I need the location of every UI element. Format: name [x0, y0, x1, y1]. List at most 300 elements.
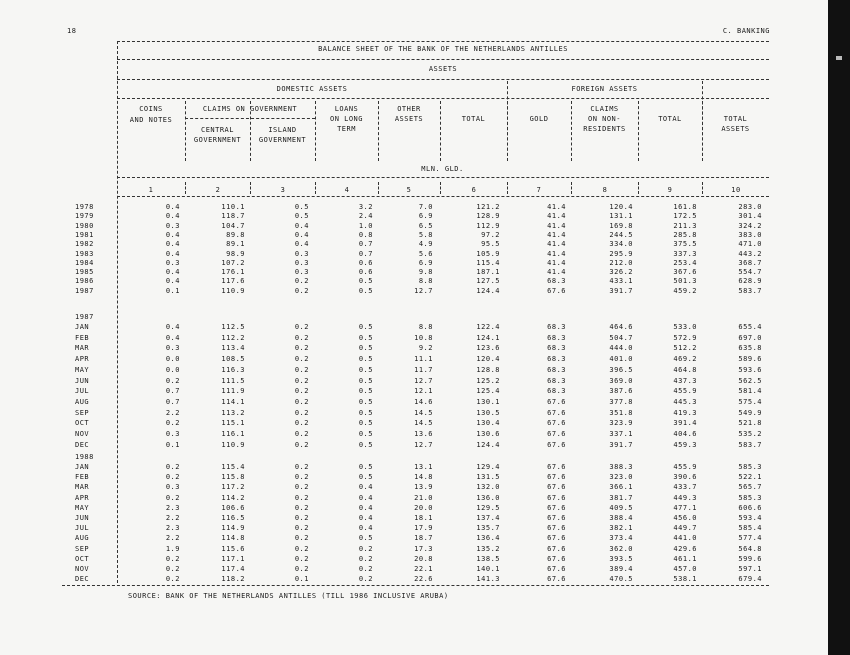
table-cell: 67.6 — [547, 419, 566, 428]
table-cell: 68.3 — [547, 344, 566, 353]
table-cell: 67.6 — [547, 493, 566, 502]
column-divider — [315, 182, 316, 194]
col-loans-header: LOANS — [334, 105, 359, 113]
table-cell: 2.3 — [165, 524, 180, 533]
table-cell: 110.9 — [221, 440, 245, 449]
table-cell: 572.9 — [673, 333, 697, 342]
table-cell: 581.4 — [738, 387, 762, 396]
table-cell: 14.8 — [414, 473, 433, 482]
table-cell: 471.0 — [738, 240, 762, 249]
source-note: SOURCE: BANK OF THE NETHERLANDS ANTILLES (TILL 1986 INCLUSIVE ARUBA) — [128, 592, 449, 600]
table-cell: 301.4 — [738, 212, 762, 221]
page-number: 18 — [67, 27, 77, 35]
table-cell: 106.6 — [221, 503, 245, 512]
row-label: SEP — [75, 544, 90, 553]
table-cell: 41.4 — [547, 249, 566, 258]
table-cell: 0.1 — [165, 440, 180, 449]
table-cell: 22.1 — [414, 565, 433, 573]
table-cell: 0.3 — [165, 344, 180, 353]
table-cell: 0.2 — [165, 554, 180, 563]
table-cell: 123.6 — [476, 344, 500, 353]
table-cell: 116.5 — [221, 514, 245, 522]
section-title: C. BANKING — [722, 27, 770, 35]
table-cell: 326.2 — [609, 268, 633, 277]
table-cell: 599.6 — [738, 554, 762, 563]
table-cell: 295.9 — [609, 249, 633, 258]
table-cell: 0.5 — [358, 277, 373, 286]
table-cell: 585.3 — [738, 463, 762, 471]
col-island-header: GOVERNMENT — [258, 136, 307, 144]
table-cell: 0.2 — [294, 440, 309, 449]
table-cell: 130.1 — [476, 397, 500, 406]
table-cell: 0.4 — [358, 514, 373, 522]
table-cell: 212.0 — [609, 258, 633, 267]
row-label: 1982 — [75, 240, 94, 249]
table-cell: 67.6 — [547, 440, 566, 449]
table-cell: 0.3 — [294, 258, 309, 267]
table-cell: 114.1 — [221, 397, 245, 406]
table-cell: 8.8 — [418, 277, 433, 286]
table-cell: 679.4 — [738, 575, 762, 584]
table-cell: 366.1 — [609, 483, 633, 492]
column-divider — [117, 41, 118, 583]
table-cell: 12.7 — [414, 286, 433, 295]
col-gold-header: GOLD — [529, 115, 549, 123]
table-cell: 0.4 — [165, 240, 180, 249]
table-cell: 362.0 — [609, 544, 633, 553]
table-cell: 125.4 — [476, 387, 500, 396]
table-cell: 124.4 — [476, 440, 500, 449]
table-cell: 0.4 — [294, 230, 309, 239]
table-cell: 0.7 — [165, 397, 180, 406]
table-cell: 121.2 — [476, 203, 500, 211]
table-cell: 135.7 — [476, 524, 500, 533]
table-cell: 0.5 — [358, 419, 373, 428]
table-cell: 0.2 — [294, 286, 309, 295]
table-cell: 0.2 — [294, 493, 309, 502]
table-cell: 337.1 — [609, 430, 633, 438]
table-cell: 0.7 — [165, 387, 180, 396]
table-cell: 104.7 — [221, 221, 245, 230]
table-cell: 0.3 — [165, 483, 180, 492]
row-label: NOV — [75, 430, 90, 438]
table-cell: 95.5 — [481, 240, 500, 249]
table-cell: 115.4 — [221, 463, 245, 471]
domestic-assets-header: DOMESTIC ASSETS — [276, 85, 348, 93]
table-cell: 116.3 — [221, 365, 245, 374]
table-cell: 130.5 — [476, 408, 500, 417]
table-cell: 9.2 — [418, 344, 433, 353]
table-cell: 404.6 — [673, 430, 697, 438]
table-cell: 0.4 — [358, 524, 373, 533]
table-cell: 253.4 — [673, 258, 697, 267]
claims-gov-header: CLAIMS ON GOVERNMENT — [202, 105, 298, 113]
table-cell: 120.4 — [476, 355, 500, 364]
column-divider — [440, 182, 441, 194]
col-central-header: GOVERNMENT — [193, 136, 242, 144]
table-cell: 244.5 — [609, 230, 633, 239]
table-cell: 0.4 — [165, 323, 180, 331]
rule — [117, 98, 769, 99]
table-cell: 67.6 — [547, 503, 566, 512]
rule — [117, 59, 769, 60]
table-cell: 6.5 — [418, 221, 433, 230]
column-divider — [702, 182, 703, 194]
table-cell: 41.4 — [547, 258, 566, 267]
table-cell: 0.5 — [358, 430, 373, 438]
col-other-header: OTHER — [397, 105, 421, 113]
column-divider — [185, 182, 186, 194]
col-claims-nonres-header: RESIDENTS — [583, 125, 626, 133]
row-label: DEC — [75, 575, 90, 584]
table-cell: 369.0 — [609, 376, 633, 385]
table-cell: 68.3 — [547, 277, 566, 286]
table-cell: 368.7 — [738, 258, 762, 267]
row-label: JUL — [75, 524, 90, 533]
table-cell: 41.4 — [547, 212, 566, 221]
table-cell: 512.2 — [673, 344, 697, 353]
table-cell: 0.2 — [294, 483, 309, 492]
table-cell: 401.0 — [609, 355, 633, 364]
table-cell: 283.0 — [738, 203, 762, 211]
table-cell: 6.9 — [418, 258, 433, 267]
table-cell: 593.4 — [738, 514, 762, 522]
table-cell: 12.7 — [414, 376, 433, 385]
table-cell: 464.6 — [609, 323, 633, 331]
column-number: 2 — [215, 186, 221, 194]
table-cell: 114.9 — [221, 524, 245, 533]
table-cell: 455.9 — [673, 463, 697, 471]
table-cell: 606.6 — [738, 503, 762, 512]
table-cell: 577.4 — [738, 534, 762, 543]
table-cell: 433.7 — [673, 483, 697, 492]
table-cell: 391.7 — [609, 440, 633, 449]
rule-top — [117, 41, 769, 42]
column-divider — [378, 182, 379, 194]
table-cell: 187.1 — [476, 268, 500, 277]
table-cell: 17.3 — [414, 544, 433, 553]
row-label: JUN — [75, 376, 90, 385]
table-cell: 0.5 — [358, 376, 373, 385]
table-cell: 117.1 — [221, 554, 245, 563]
table-cell: 14.6 — [414, 397, 433, 406]
table-cell: 105.9 — [476, 249, 500, 258]
table-cell: 112.5 — [221, 323, 245, 331]
table-cell: 112.2 — [221, 333, 245, 342]
table-cell: 0.2 — [294, 430, 309, 438]
year-1987-label: 1987 — [75, 313, 94, 321]
table-cell: 589.6 — [738, 355, 762, 364]
table-cell: 11.1 — [414, 355, 433, 364]
table-cell: 0.3 — [294, 268, 309, 277]
column-divider — [440, 101, 441, 161]
row-label: JAN — [75, 463, 90, 471]
year-1988-label: 1988 — [75, 453, 94, 461]
table-cell: 110.9 — [221, 286, 245, 295]
table-cell: 635.8 — [738, 344, 762, 353]
table-cell: 377.8 — [609, 397, 633, 406]
table-cell: 67.6 — [547, 408, 566, 417]
table-cell: 0.7 — [358, 249, 373, 258]
col-total-foreign-header: TOTAL — [658, 115, 682, 123]
table-cell: 449.7 — [673, 524, 697, 533]
table-cell: 14.5 — [414, 419, 433, 428]
table-cell: 521.8 — [738, 419, 762, 428]
table-cell: 111.5 — [221, 376, 245, 385]
row-label: MAR — [75, 344, 90, 353]
table-cell: 140.1 — [476, 565, 500, 573]
table-cell: 0.3 — [294, 249, 309, 258]
table-cell: 7.0 — [418, 203, 433, 211]
row-label: 1980 — [75, 221, 94, 230]
table-cell: 583.7 — [738, 286, 762, 295]
table-cell: 0.5 — [358, 397, 373, 406]
table-cell: 115.4 — [476, 258, 500, 267]
row-label: NOV — [75, 565, 90, 573]
table-cell: 122.4 — [476, 323, 500, 331]
table-cell: 522.1 — [738, 473, 762, 482]
table-cell: 0.3 — [165, 258, 180, 267]
table-cell: 0.2 — [165, 493, 180, 502]
table-cell: 554.7 — [738, 268, 762, 277]
table-cell: 0.2 — [294, 514, 309, 522]
table-cell: 0.4 — [294, 221, 309, 230]
table-cell: 0.2 — [294, 544, 309, 553]
column-divider — [571, 182, 572, 194]
table-cell: 459.3 — [673, 440, 697, 449]
table-cell: 67.6 — [547, 473, 566, 482]
table-cell: 8.8 — [418, 323, 433, 331]
table-cell: 0.2 — [294, 408, 309, 417]
table-cell: 89.1 — [226, 240, 245, 249]
table-cell: 68.3 — [547, 355, 566, 364]
column-divider — [507, 182, 508, 194]
table-cell: 628.9 — [738, 277, 762, 286]
table-cell: 9.8 — [418, 268, 433, 277]
table-cell: 138.5 — [476, 554, 500, 563]
table-cell: 0.4 — [165, 268, 180, 277]
table-cell: 562.5 — [738, 376, 762, 385]
table-cell: 120.4 — [609, 203, 633, 211]
table-cell: 67.6 — [547, 544, 566, 553]
table-cell: 535.2 — [738, 430, 762, 438]
table-cell: 0.5 — [294, 203, 309, 211]
table-cell: 68.3 — [547, 387, 566, 396]
column-number: 5 — [406, 186, 412, 194]
table-cell: 409.5 — [609, 503, 633, 512]
table-cell: 41.4 — [547, 221, 566, 230]
row-label: MAY — [75, 503, 90, 512]
table-cell: 419.3 — [673, 408, 697, 417]
row-label: APR — [75, 493, 90, 502]
table-cell: 0.2 — [294, 534, 309, 543]
table-cell: 381.7 — [609, 493, 633, 502]
table-cell: 323.9 — [609, 419, 633, 428]
table-cell: 0.2 — [294, 387, 309, 396]
table-cell: 0.2 — [294, 365, 309, 374]
table-cell: 18.1 — [414, 514, 433, 522]
table-cell: 117.4 — [221, 565, 245, 573]
col-claims-nonres-header: CLAIMS — [590, 105, 619, 113]
table-cell: 443.2 — [738, 249, 762, 258]
table-cell: 575.4 — [738, 397, 762, 406]
table-cell: 459.2 — [673, 286, 697, 295]
table-cell: 0.0 — [165, 355, 180, 364]
table-cell: 0.2 — [358, 565, 373, 573]
table-cell: 655.4 — [738, 323, 762, 331]
table-cell: 0.3 — [165, 430, 180, 438]
table-cell: 115.6 — [221, 544, 245, 553]
table-cell: 107.2 — [221, 258, 245, 267]
row-label: OCT — [75, 419, 90, 428]
row-label: 1979 — [75, 212, 94, 221]
table-cell: 389.4 — [609, 565, 633, 573]
table-cell: 0.4 — [165, 249, 180, 258]
table-cell: 0.4 — [358, 503, 373, 512]
table-cell: 0.5 — [358, 323, 373, 331]
column-divider — [250, 101, 251, 161]
rule-bottom — [62, 585, 769, 586]
table-cell: 114.2 — [221, 493, 245, 502]
table-cell: 68.3 — [547, 333, 566, 342]
table-cell: 22.6 — [414, 575, 433, 584]
column-divider — [507, 101, 508, 161]
table-cell: 565.7 — [738, 483, 762, 492]
table-cell: 12.1 — [414, 387, 433, 396]
table-cell: 0.5 — [358, 355, 373, 364]
table-cell: 0.4 — [165, 333, 180, 342]
table-cell: 131.1 — [609, 212, 633, 221]
table-cell: 449.3 — [673, 493, 697, 502]
table-cell: 2.4 — [358, 212, 373, 221]
column-number: 4 — [344, 186, 350, 194]
col-total-domestic-header: TOTAL — [461, 115, 486, 123]
table-cell: 110.1 — [221, 203, 245, 211]
table-cell: 324.2 — [738, 221, 762, 230]
table-cell: 697.0 — [738, 333, 762, 342]
table-cell: 41.4 — [547, 230, 566, 239]
table-cell: 387.6 — [609, 387, 633, 396]
table-cell: 429.6 — [673, 544, 697, 553]
table-cell: 433.1 — [609, 277, 633, 286]
table-cell: 0.5 — [358, 440, 373, 449]
table-cell: 0.4 — [358, 493, 373, 502]
table-cell: 18.7 — [414, 534, 433, 543]
table-cell: 113.4 — [221, 344, 245, 353]
table-cell: 14.5 — [414, 408, 433, 417]
table-cell: 0.5 — [358, 463, 373, 471]
table-cell: 0.2 — [294, 323, 309, 331]
table-cell: 13.1 — [414, 463, 433, 471]
table-cell: 20.8 — [414, 554, 433, 563]
table-cell: 455.9 — [673, 387, 697, 396]
table-cell: 115.8 — [221, 473, 245, 482]
table-cell: 583.7 — [738, 440, 762, 449]
table-cell: 0.5 — [358, 408, 373, 417]
table-cell: 388.3 — [609, 463, 633, 471]
rule — [117, 79, 769, 80]
table-cell: 12.7 — [414, 440, 433, 449]
col-loans-header: ON LONG — [329, 115, 363, 123]
table-cell: 0.6 — [358, 268, 373, 277]
table-cell: 469.2 — [673, 355, 697, 364]
table-cell: 441.0 — [673, 534, 697, 543]
table-cell: 0.7 — [358, 240, 373, 249]
column-number: 7 — [536, 186, 542, 194]
table-cell: 98.9 — [226, 249, 245, 258]
table-cell: 444.0 — [609, 344, 633, 353]
table-cell: 0.2 — [165, 565, 180, 573]
table-cell: 437.3 — [673, 376, 697, 385]
table-cell: 391.4 — [673, 419, 697, 428]
column-divider — [250, 182, 251, 194]
table-cell: 0.5 — [358, 473, 373, 482]
table-cell: 128.8 — [476, 365, 500, 374]
table-cell: 97.2 — [481, 230, 500, 239]
column-divider — [638, 182, 639, 194]
table-cell: 445.3 — [673, 397, 697, 406]
table-cell: 0.5 — [294, 212, 309, 221]
table-cell: 0.2 — [294, 503, 309, 512]
table-cell: 67.6 — [547, 286, 566, 295]
table-cell: 129.5 — [476, 503, 500, 512]
row-label: MAR — [75, 483, 90, 492]
table-cell: 1.0 — [358, 221, 373, 230]
table-cell: 0.2 — [294, 419, 309, 428]
table-cell: 5.8 — [418, 230, 433, 239]
column-divider — [702, 101, 703, 161]
table-cell: 477.1 — [673, 503, 697, 512]
table-cell: 116.1 — [221, 430, 245, 438]
table-cell: 114.8 — [221, 534, 245, 543]
table-cell: 457.0 — [673, 565, 697, 573]
col-total-assets-header: TOTAL — [723, 115, 748, 123]
col-claims-nonres-header: ON NON- — [587, 115, 621, 123]
column-number: 1 — [148, 186, 154, 194]
table-cell: 67.6 — [547, 534, 566, 543]
table-cell: 169.8 — [609, 221, 633, 230]
table-cell: 0.5 — [358, 387, 373, 396]
table-cell: 132.0 — [476, 483, 500, 492]
table-cell: 17.9 — [414, 524, 433, 533]
table-cell: 0.3 — [165, 221, 180, 230]
col-other-header: ASSETS — [394, 115, 424, 123]
table-cell: 464.8 — [673, 365, 697, 374]
table-cell: 67.6 — [547, 565, 566, 573]
col-coins-header: COINS — [139, 105, 163, 113]
table-cell: 2.3 — [165, 503, 180, 512]
table-cell: 118.7 — [221, 212, 245, 221]
table-cell: 124.4 — [476, 286, 500, 295]
table-cell: 161.8 — [673, 203, 697, 211]
table-cell: 564.8 — [738, 544, 762, 553]
table-cell: 127.5 — [476, 277, 500, 286]
table-cell: 6.9 — [418, 212, 433, 221]
table-cell: 456.0 — [673, 514, 697, 522]
table-cell: 388.4 — [609, 514, 633, 522]
table-cell: 131.5 — [476, 473, 500, 482]
table-cell: 2.2 — [165, 408, 180, 417]
table-cell: 0.2 — [165, 463, 180, 471]
table-cell: 533.0 — [673, 323, 697, 331]
table-cell: 136.0 — [476, 493, 500, 502]
table-cell: 135.2 — [476, 544, 500, 553]
table-cell: 0.2 — [165, 575, 180, 584]
col-central-header: CENTRAL — [200, 126, 234, 134]
table-cell: 0.2 — [165, 419, 180, 428]
row-label: JUN — [75, 514, 90, 522]
column-number: 3 — [280, 186, 286, 194]
